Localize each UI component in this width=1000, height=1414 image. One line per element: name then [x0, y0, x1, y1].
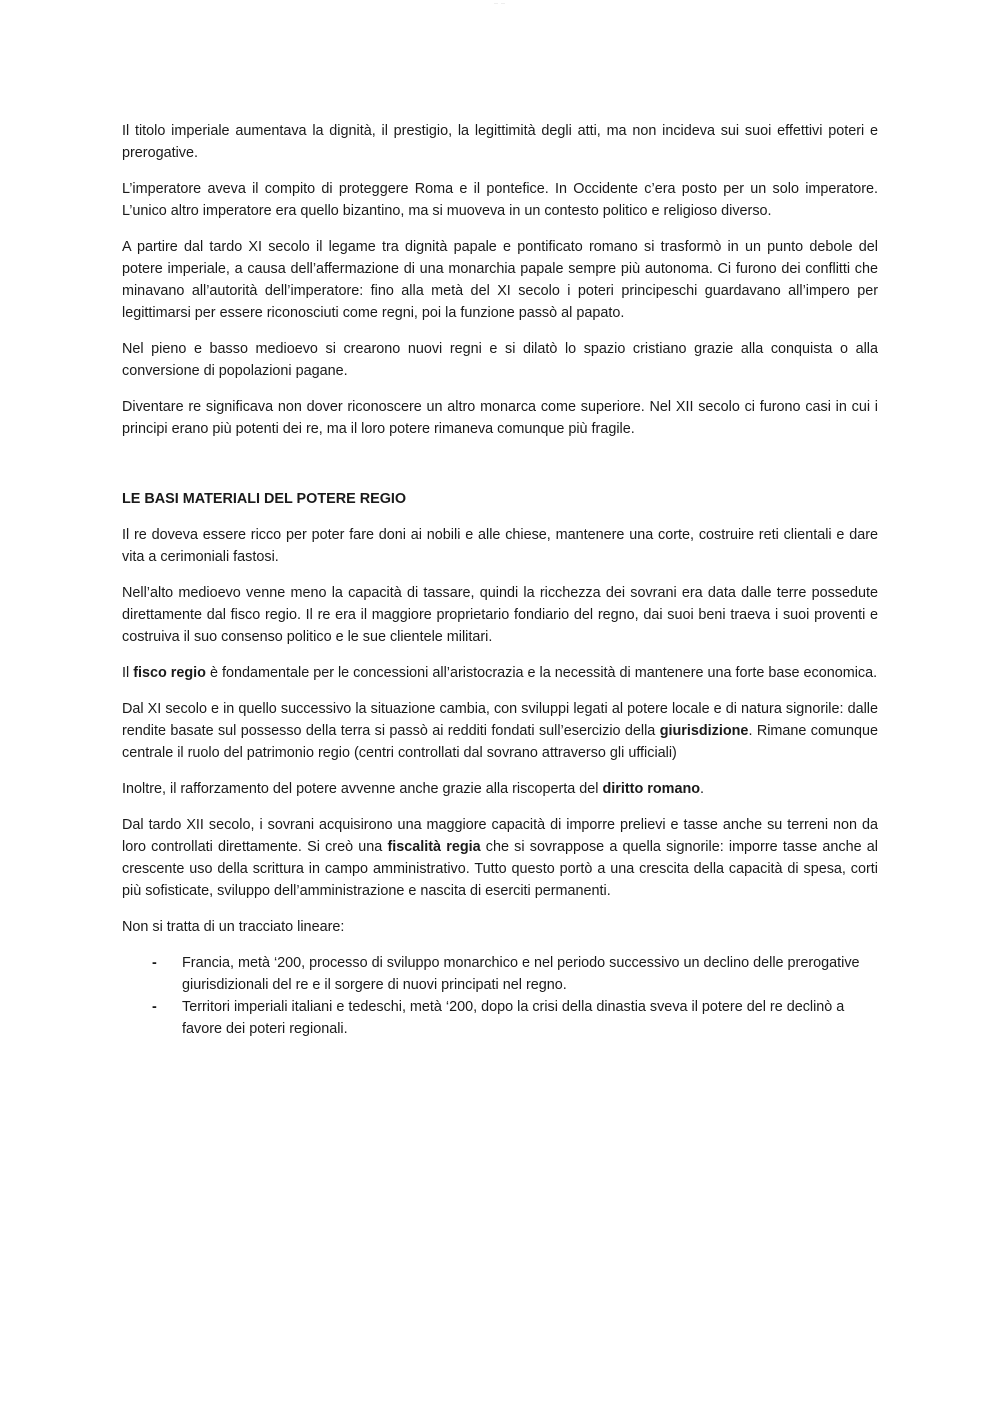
- list-item-text: Francia, metà ‘200, processo di sviluppo monarchico e nel periodo successivo un declino delle prerogative giurisdizionali del re e il sorgere di nuovi principati nel regno.: [182, 955, 860, 993]
- bold-term-diritto-romano: diritto romano: [602, 781, 701, 797]
- list-item-text: Territori imperiali italiani e tedeschi, metà ‘200, dopo la crisi della dinastia sveva il potere del re declinò a favore dei poteri regionali.: [182, 999, 845, 1037]
- dash-bullet: -: [152, 955, 157, 971]
- paragraph-fiscalita-regia: [122, 814, 878, 902]
- section-spacer: [122, 454, 878, 488]
- text-segment: è fondamentale per le concessioni all’aristocrazia e la necessità di mantenere una forte base economica.: [205, 665, 878, 681]
- paragraph-early-middle-ages: Nell’alto medioevo venne meno la capacità di tassare, quindi la ricchezza dei sovrani era data dalle terre possedute direttamente dal fisco regio. Il re era il maggiore proprietario fondiario del regno, dai suoi beni traeva i suoi proventi e costruiva il suo consenso politico e le sue clientele militari.: [122, 585, 878, 645]
- text-segment: Dal XI secolo e in quello successivo la situazione cambia, con sviluppi legati al potere locale e di natura signorile: dalle rendite basate sul possesso della terra si passò ai redditi fondati sull’esercizio della: [122, 701, 878, 739]
- document-body: [122, 120, 878, 1040]
- section-heading: LE BASI MATERIALI DEL POTERE REGIO: [122, 491, 407, 507]
- page-header-mark: — —: [493, 0, 507, 5]
- bold-term-giurisdizione: giurisdizione: [659, 723, 749, 739]
- text-segment: .: [700, 781, 705, 797]
- dash-bullet: -: [152, 999, 157, 1015]
- paragraph-papal-monarchy: A partire dal tardo XI secolo il legame tra dignità papale e pontificato romano si trasformò in un punto debole del potere imperiale, a causa dell’affermazione di una monarchia papale sempre più autonoma. Ci furono dei conflitti che minavano all’autorità dell’imperatore: fino alla metà del XI secolo i poteri principeschi guardavano all’impero per legittimarsi per essere riconosciuti come regni, poi la funzione passò al papato.: [122, 239, 878, 321]
- paragraph-non-linear: Non si tratta di un tracciato lineare:: [122, 919, 345, 935]
- paragraph-king-wealth: Il re doveva essere ricco per poter fare doni ai nobili e alle chiese, mantenere una corte, costruire reti clientali e dare vita a cerimoniali fastosi.: [122, 527, 878, 565]
- paragraph-giurisdizione: [122, 698, 878, 764]
- text-segment: . Rimane comunque centrale il ruolo del patrimonio regio (centri controllati dal sovrano attraverso gli ufficiali): [122, 723, 878, 761]
- text-segment: Il: [122, 665, 134, 681]
- dash-list: [122, 952, 878, 1040]
- bold-term-fisco-regio: fisco regio: [133, 665, 206, 681]
- list-item-francia: [122, 952, 878, 996]
- paragraph-becoming-king: Diventare re significava non dover riconoscere un altro monarca come superiore. Nel XII secolo ci furono casi in cui i principi erano più potenti dei re, ma il loro potere rimaneva comunque più fragile.: [122, 399, 878, 437]
- paragraph-fisco-regio: [122, 662, 878, 684]
- bold-term-fiscalita-regia: fiscalità regia: [387, 839, 481, 855]
- paragraph-diritto-romano: [122, 778, 878, 800]
- text-segment: Dal tardo XII secolo, i sovrani acquisirono una maggiore capacità di imporre prelievi e tasse anche su terreni non da loro controllati direttamente. Si creò una: [122, 817, 878, 855]
- text-segment: Inoltre, il rafforzamento del potere avvenne anche grazie alla riscoperta del: [122, 781, 603, 797]
- paragraph-new-kingdoms: Nel pieno e basso medioevo si crearono nuovi regni e si dilatò lo spazio cristiano grazie alla conquista o alla conversione di popolazioni pagane.: [122, 341, 878, 379]
- paragraph-emperor-role: L’imperatore aveva il compito di proteggere Roma e il pontefice. In Occidente c’era posto per un solo imperatore. L’unico altro imperatore era quello bizantino, ma si muoveva in un contesto politico e religioso diverso.: [122, 181, 878, 219]
- list-item-territori-imperiali: [122, 996, 878, 1040]
- text-segment: che si sovrappose a quella signorile: imporre tasse anche al crescente uso della scrittura in campo amministrativo. Tutto questo portò a una crescita della capacità di spesa, corti più sofisticate, sviluppo dell’amministrazione e nascita di eserciti permanenti.: [122, 839, 878, 899]
- paragraph-imperial-title: Il titolo imperiale aumentava la dignità, il prestigio, la legittimità degli atti, ma non incideva sui suoi effettivi poteri e prerogative.: [122, 123, 878, 161]
